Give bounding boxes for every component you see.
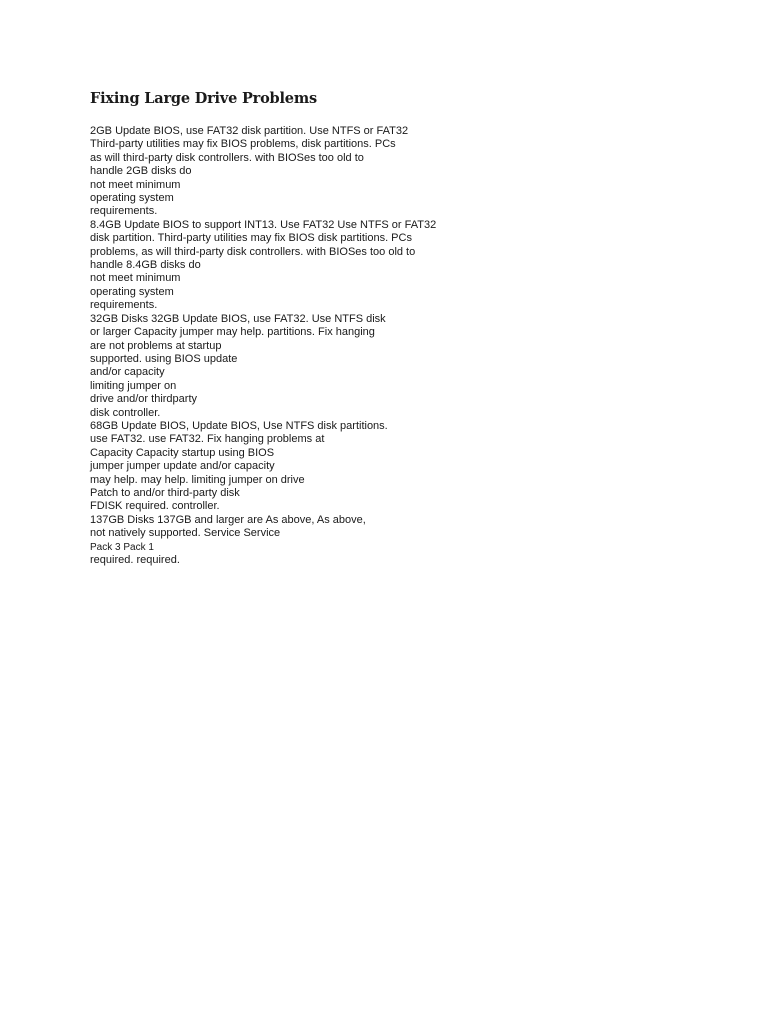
body-line: use FAT32. use FAT32. Fix hanging problems at [90,433,325,446]
body-line: not meet minimum [90,272,181,285]
body-line: requirements. [90,299,158,312]
body-line: or larger Capacity jumper may help. partitions. Fix hanging [90,326,375,339]
body-line: FDISK required. controller. [90,500,220,513]
body-line: disk controller. [90,406,161,419]
body-line: are not problems at startup [90,339,222,352]
body-line: not meet minimum [90,178,181,191]
document-title: Fixing Large Drive Problems [90,90,317,107]
document-body [90,125,690,567]
body-line: supported. using BIOS update [90,352,238,365]
body-line: operating system [90,285,174,298]
body-line: operating system [90,192,174,205]
body-line: 8.4GB Update BIOS to support INT13. Use FAT32 Use NTFS or FAT32 [90,218,437,231]
body-line: may help. may help. limiting jumper on drive [90,473,305,486]
body-line: as will third-party disk controllers. with BIOSes too old to [90,151,364,164]
body-line: not natively supported. Service Service [90,527,281,540]
body-line: handle 8.4GB disks do [90,259,201,272]
body-line: Patch to and/or third-party disk [90,486,240,499]
body-line: requirements. [90,205,158,218]
body-line: Capacity Capacity startup using BIOS [90,446,275,459]
body-line: Third-party utilities may fix BIOS problems, disk partitions. PCs [90,138,396,151]
body-line: 2GB Update BIOS, use FAT32 disk partition. Use NTFS or FAT32 [90,125,409,137]
body-line: disk partition. Third-party utilities may fix BIOS disk partitions. PCs [90,232,412,245]
body-line: 68GB Update BIOS, Update BIOS, Use NTFS disk partitions. [90,419,388,432]
body-line: Pack 3 Pack 1 [90,541,154,553]
body-line: drive and/or thirdparty [90,393,197,406]
body-line: 137GB Disks 137GB and larger are As above, As above, [90,513,366,526]
body-line: required. required. [90,554,180,566]
body-line: handle 2GB disks do [90,165,192,178]
body-line: and/or capacity [90,366,165,379]
body-line: problems, as will third-party disk controllers. with BIOSes too old to [90,245,416,258]
body-line: jumper jumper update and/or capacity [90,460,275,473]
body-line: 32GB Disks 32GB Update BIOS, use FAT32. Use NTFS disk [90,312,386,325]
body-line: limiting jumper on [90,379,177,392]
